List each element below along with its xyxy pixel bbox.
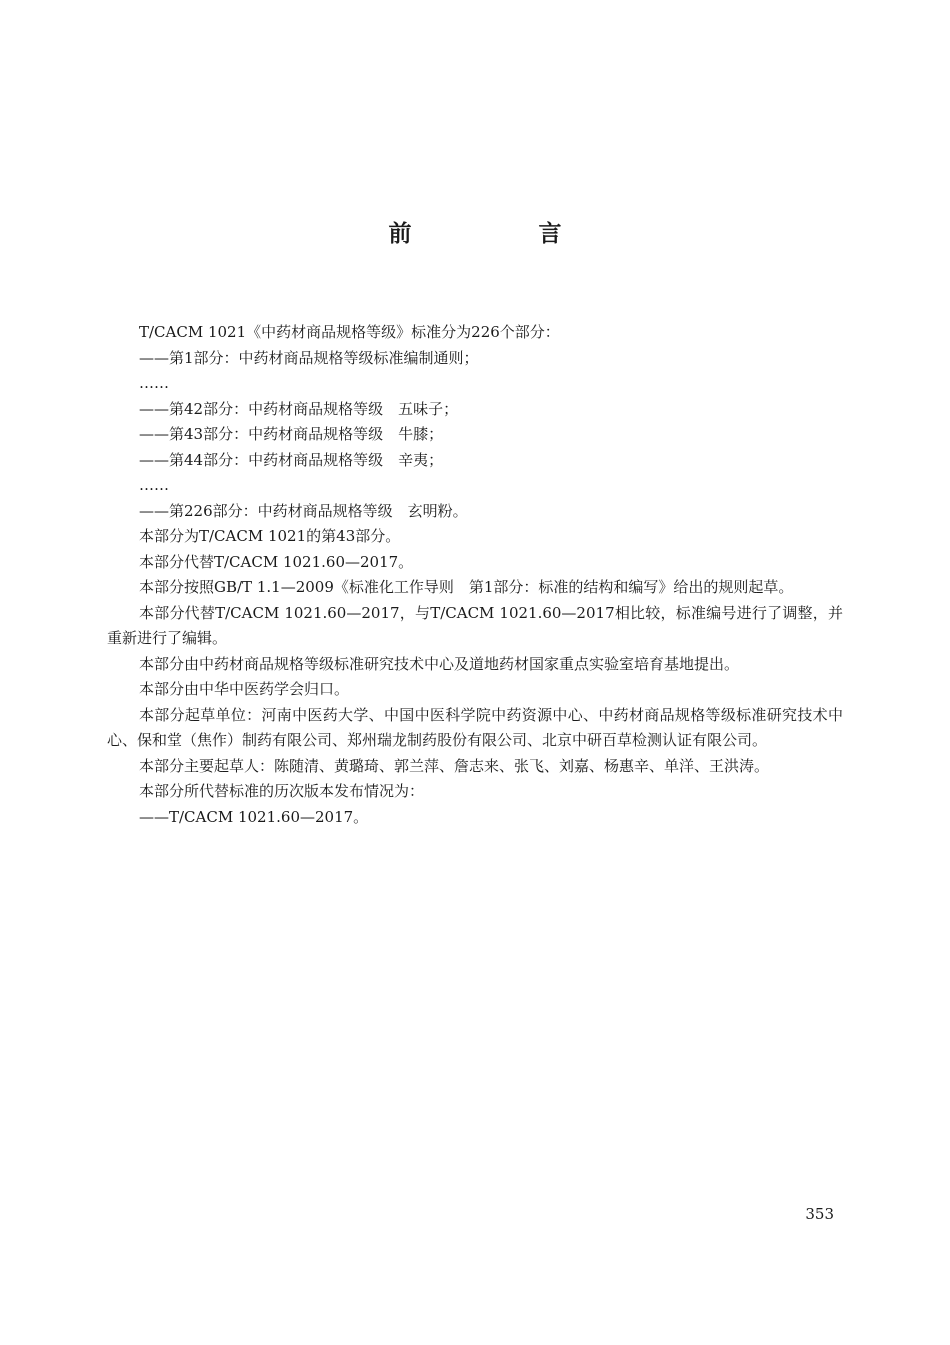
paragraph: 本部分主要起草人：陈随清、黄璐琦、郭兰萍、詹志来、张飞、刘嘉、杨惠辛、单洋、王洪涛。 [139, 756, 770, 775]
list-item: ——T/CACM 1021.60—2017。 [139, 807, 369, 826]
paragraph: 本部分按照GB/T 1.1—2009《标准化工作导则 第1部分：标准的结构和编写》给出的规则起草。 [139, 578, 794, 596]
paragraph: 本部分代替T/CACM 1021.60—2017。 [139, 552, 414, 571]
paragraph: 本部分由中药材商品规格等级标准研究技术中心及道地药材国家重点实验室培育基地提出。 [139, 654, 740, 673]
ellipsis: …… [139, 476, 169, 494]
list-item: ——第42部分：中药材商品规格等级 五味子； [139, 399, 459, 418]
paragraph: T/CACM 1021《中药材商品规格等级》标准分为226个部分： [139, 323, 560, 341]
preface-body [107, 320, 843, 830]
paragraph: 本部分由中华中医药学会归口。 [139, 680, 350, 698]
paragraph: 本部分为T/CACM 1021的第43部分。 [139, 527, 401, 545]
list-item: ——第44部分：中药材商品规格等级 辛夷； [139, 450, 444, 469]
paragraph: 本部分所代替标准的历次版本发布情况为： [139, 782, 425, 800]
ellipsis: …… [139, 374, 169, 392]
list-item: ——第43部分：中药材商品规格等级 牛膝； [139, 425, 444, 443]
page-title: 前 言 [388, 221, 614, 247]
page-number: 353 [805, 1205, 834, 1223]
list-item: ——第1部分：中药材商品规格等级标准编制通则； [139, 348, 479, 367]
paragraph: 本部分代替T/CACM 1021.60—2017，与T/CACM 1021.60—2017相比较，标准编号进行了调整，并重新进行了编辑。 [107, 603, 843, 647]
paragraph: 本部分起草单位：河南中医药大学、中国中医科学院中药资源中心、中药材商品规格等级标准研究技术中心、保和堂（焦作）制药有限公司、郑州瑞龙制药股份有限公司、北京中研百草检测认证有限公司。 [107, 705, 843, 749]
list-item: ——第226部分：中药材商品规格等级 玄明粉。 [139, 501, 468, 520]
